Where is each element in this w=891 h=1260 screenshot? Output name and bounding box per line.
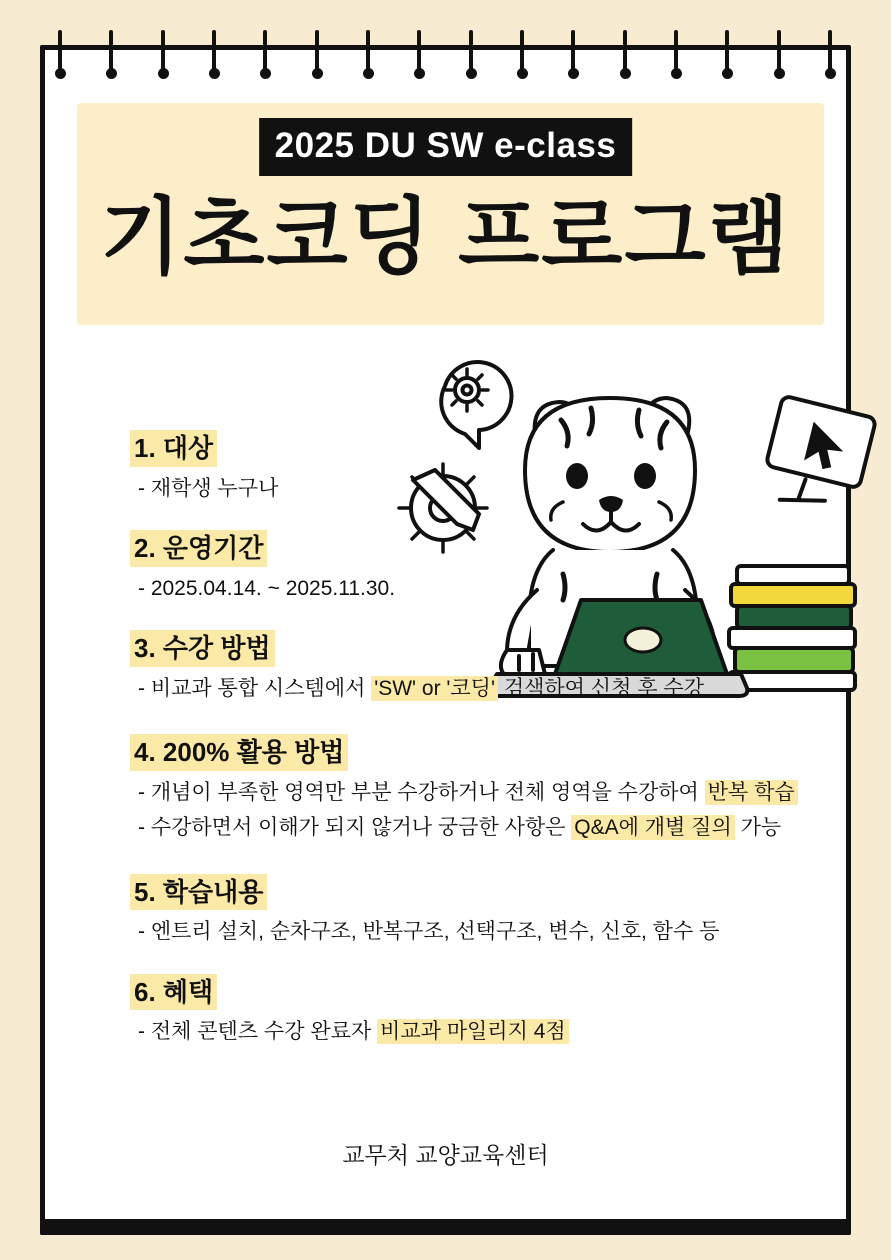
content-section [130, 734, 850, 870]
section-heading: 1. 대상 [130, 430, 217, 467]
binder-ring [620, 30, 630, 85]
section-spacer [130, 508, 850, 526]
section-line [130, 673, 850, 705]
highlighted-text: 'SW' or '코딩' [371, 676, 498, 701]
binder-ring [55, 30, 65, 85]
binder-ring [209, 30, 219, 85]
binder-ring [825, 30, 835, 85]
eyebrow-label: 2025 DU SW e-class [259, 118, 633, 176]
binder-ring [466, 30, 476, 85]
binder-ring [260, 30, 270, 85]
content-section [130, 430, 850, 526]
content-section [130, 974, 850, 1070]
paper-sheet [40, 45, 851, 1235]
content-section [130, 630, 850, 730]
highlighted-text: 반복 학습 [705, 780, 798, 805]
section-heading: 4. 200% 활용 방법 [130, 734, 348, 771]
binder-ring [517, 30, 527, 85]
section-heading: 5. 학습내용 [130, 874, 267, 911]
section-line [130, 573, 850, 605]
binder-ring [568, 30, 578, 85]
line-text: - 수강하면서 이해가 되지 않거나 궁금한 사항은 [138, 816, 572, 839]
section-heading: 6. 혜택 [130, 974, 217, 1011]
section-heading: 3. 수강 방법 [130, 630, 275, 667]
content-section [130, 874, 850, 970]
section-line [130, 777, 850, 809]
line-text: - 2025.04.14. ~ 2025.11.30. [138, 576, 396, 600]
binder-ring [158, 30, 168, 85]
section-spacer [130, 708, 850, 730]
section-spacer [130, 848, 850, 870]
sheet-bottom-bar [40, 1219, 851, 1235]
page-title: 기초코딩 프로그램 [100, 190, 791, 284]
content-section [130, 530, 850, 626]
section-spacer [130, 1052, 850, 1070]
notebook-rings [55, 30, 835, 90]
line-text: - 엔트리 설치, 순차구조, 반복구조, 선택구조, 변수, 신호, 함수 등 [138, 920, 720, 943]
line-text: - 개념이 부족한 영역만 부분 수강하거나 전체 영역을 수강하여 [138, 780, 705, 804]
section-heading: 2. 운영기간 [130, 530, 267, 567]
binder-ring [312, 30, 322, 85]
binder-ring [106, 30, 116, 85]
line-text: 가능 [734, 816, 782, 839]
line-text: 검색하여 신청 후 수강 [497, 676, 704, 700]
section-line [130, 473, 850, 505]
binder-ring [671, 30, 681, 85]
highlighted-text: 비교과 마일리지 4점 [377, 1019, 569, 1044]
line-text: - 재학생 누구나 [138, 476, 279, 500]
binder-ring [774, 30, 784, 85]
section-spacer [130, 952, 850, 970]
binder-ring [363, 30, 373, 85]
highlighted-text: Q&A에 개별 질의 [571, 815, 734, 840]
section-line [130, 812, 850, 844]
section-spacer [130, 608, 850, 626]
line-text: - 비교과 통합 시스템에서 [138, 676, 372, 700]
line-text: - 전체 콘텐츠 수강 완료자 [138, 1020, 378, 1043]
binder-ring [414, 30, 424, 85]
binder-ring [722, 30, 732, 85]
footer-organization: 교무처 교양교육센터 [342, 1142, 549, 1168]
section-line [130, 1016, 850, 1048]
section-line [130, 916, 850, 948]
content-list [130, 430, 850, 1074]
